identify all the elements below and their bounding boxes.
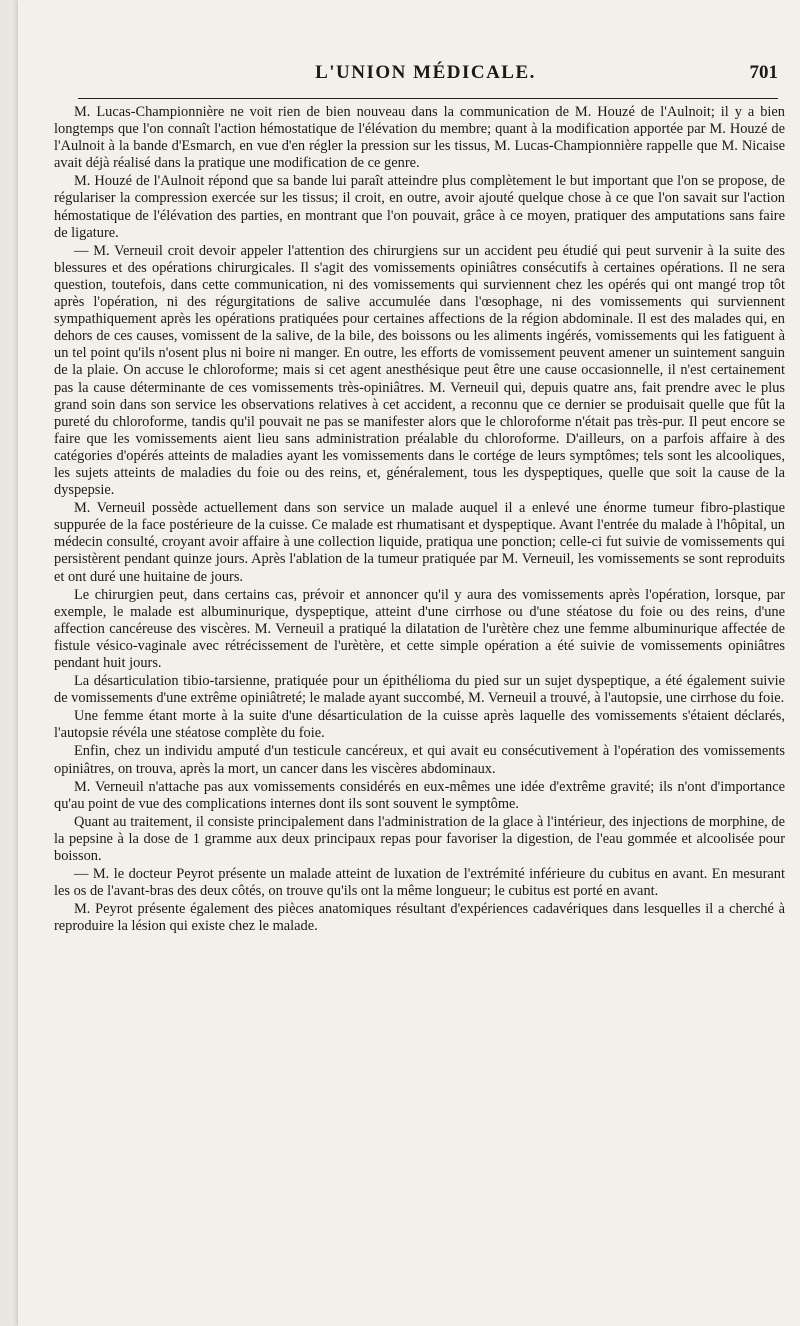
paragraph: M. Verneuil possède actuellement dans son service un malade auquel il a enlevé une énorme tumeur fibro-plastique suppurée de la face postérieure de la cuisse. Ce malade est rhumatisant et dyspeptique. Avant l'entrée du malade à l'hôpital, un médecin consulté, croyant avoir affaire à une collection liquide, pratiqua une ponction; celle-ci fut suivie de vomissements qui persistèrent pendant quinze jours. Après l'ablation de la tumeur pratiquée par M. Verneuil, les vomissements se sont reproduits et ont duré une huitaine de jours.: [54, 500, 785, 585]
page-number: 701: [749, 62, 778, 83]
paragraph: — M. le docteur Peyrot présente un malade atteint de luxation de l'extrémité inférieure du cubitus en avant. En mesurant les os de l'avant-bras des deux côtés, on trouve qu'ils ont la même longueur; le cubitus est porté en avant.: [54, 866, 785, 900]
paragraph: M. Peyrot présente également des pièces anatomiques résultant d'expériences cadavériques dans lesquelles il a cherché à reproduire la lésion qui existe chez le malade.: [54, 901, 785, 935]
paragraph: Enfin, chez un individu amputé d'un testicule cancéreux, et qui avait eu consécutivement à l'opération des vomissements opiniâtres, on trouva, après la mort, un cancer dans les viscères abdominaux.: [54, 743, 785, 777]
paragraph: Quant au traitement, il consiste principalement dans l'administration de la glace à l'intérieur, des injections de morphine, de la pepsine à la dose de 1 gramme aux deux principaux repas pour favoriser la digestion, de l'eau gommée et alcoolisée pour boisson.: [54, 813, 785, 865]
header-rule: [78, 98, 778, 99]
paragraph: La désarticulation tibio-tarsienne, pratiquée pour un épithélioma du pied sur un sujet dyspeptique, a été également suivie de vomissements d'une extrême opiniâtreté; le malade ayant succombé, M. Verneuil a trouvé, à l'autopsie, une cirrhose du foie.: [54, 673, 785, 707]
paragraph: — M. Verneuil croit devoir appeler l'attention des chirurgiens sur un accident peu étudié qui peut survenir à la suite des blessures et des opérations chirurgicales. Il s'agit des vomissements opiniâtres consécutifs à certaines opérations. Il ne sera question, toutefois, dans cette communication, ni des vomissements qui surviennent chez les opérés qui ont mangé trop tôt après l'opération, ni des régurgitations de salive accumulée dans l'œsophage, ni des vomissements qui surviennent sympathiquement après les opérations pratiquées pour certaines affections de la région abdominale. Il est des malades qui, en dehors de ces causes, vomissent de la salive, de la bile, des boissons ou les aliments ingérés, vomissements qui les fatiguent à un tel point qu'ils n'osent plus ni boire ni manger. En outre, les efforts de vomissement peuvent amener un suintement sanguin de la plaie. On accuse le chloroforme; mais si cet agent anesthésique peut être une cause occasionnelle, il n'est certainement pas la cause déterminante de ces vomissements très-opiniâtres. M. Verneuil qui, depuis quatre ans, fait prendre avec le plus grand soin dans son service les observations relatives à cet accident, a reconnu que ce dernier se produisait quelle que fût la pureté du chloroforme, tandis qu'il pouvait ne pas se manifester alors que le chloroforme n'était pas très-pur. Il peut encore se faire que les vomissements aient lieu sans administration préalable du chloroforme. D'ailleurs, on a parfois affaire à des catégories d'opérés atteints de maladies ayant les vomissements dans le cortége de leurs symptômes; tels sont les alcooliques, les sujets atteints de maladies du foie ou des reins, et, généralement, tous les dyspeptiques, quelle que soit la cause de la dyspepsie.: [54, 242, 785, 499]
article-body: [54, 104, 785, 936]
journal-title: L'UNION MÉDICALE.: [315, 62, 536, 83]
paragraph: M. Verneuil n'attache pas aux vomissements considérés en eux-mêmes une idée d'extrême gravité; ils n'ont d'importance qu'au point de vue des complications internes dont ils sont souvent le symptôme.: [54, 778, 785, 812]
journal-page: [18, 0, 800, 1326]
paragraph: M. Lucas-Championnière ne voit rien de bien nouveau dans la communication de M. Houzé de l'Aulnoit; il y a bien longtemps que l'on connaît l'action hémostatique de l'élévation du membre; quant à la modification apportée par M. Houzé de l'Aulnoit à la bande d'Esmarch, en vue d'en régler la pression sur les tissus, M. Lucas-Championnière rappelle que M. Nicaise avait déjà réalisé dans la pratique une modification de ce genre.: [54, 104, 785, 172]
paragraph: Une femme étant morte à la suite d'une désarticulation de la cuisse après laquelle des vomissements s'étaient déclarés, l'autopsie révéla une stéatose complète du foie.: [54, 708, 785, 742]
paragraph: M. Houzé de l'Aulnoit répond que sa bande lui paraît atteindre plus complètement le but important que l'on se propose, de régulariser la compression exercée sur les tissus; il croit, en outre, avoir ajouté quelque chose à ce que l'on savait sur l'action hémostatique de l'élévation des parties, en montrant que l'on pouvait, grâce à ce moyen, pratiquer des amputations sans faire de ligature.: [54, 173, 785, 241]
running-head: [73, 62, 778, 92]
paragraph: Le chirurgien peut, dans certains cas, prévoir et annoncer qu'il y aura des vomissements après l'opération, lorsque, par exemple, le malade est albuminurique, dyspeptique, atteint d'une cirrhose ou d'une stéatose du foie ou des reins, d'une affection cancéreuse des viscères. M. Verneuil a pratiqué la dilatation de l'urètère chez une femme albuminurique affectée de fistule vésico-vaginale avec rétrécissement de l'urètère, et cette simple opération a été suivie de vomissements opiniâtres pendant huit jours.: [54, 586, 785, 671]
